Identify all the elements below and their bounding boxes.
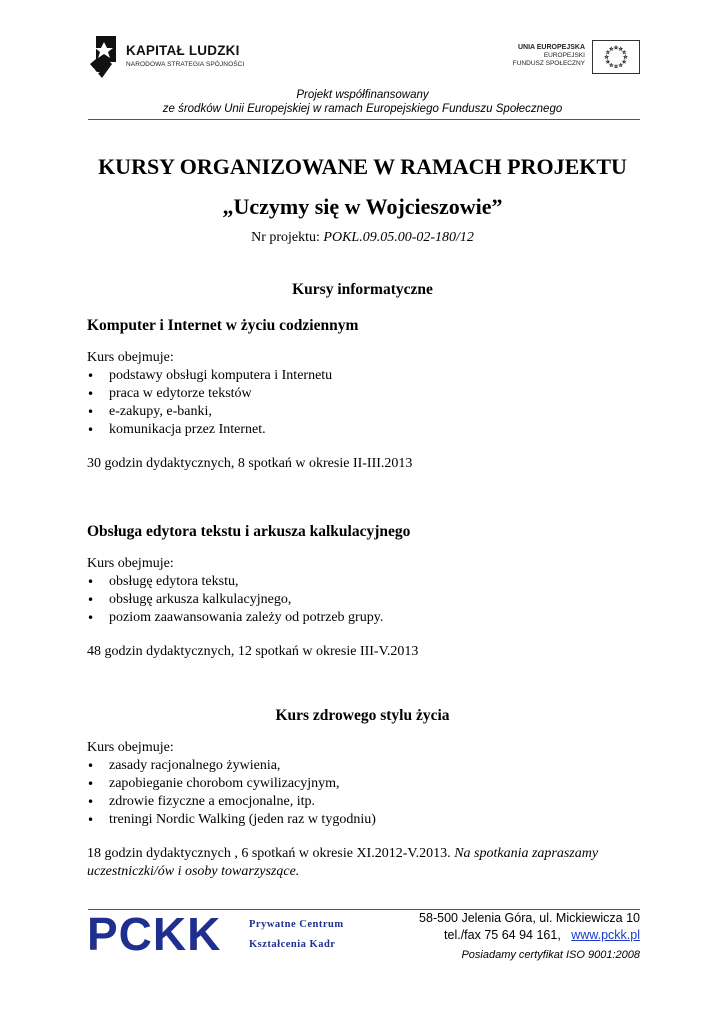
project-name: „Uczymy się w Wojcieszowie” xyxy=(222,194,503,219)
eu-logo xyxy=(505,40,640,78)
eu-flag-icon xyxy=(592,40,640,74)
list-item: • zdrowie fizyczne a emocjonalne, itp. xyxy=(87,793,376,811)
pckk-logo-line2: Kształcenia Kadr xyxy=(249,939,336,950)
list-item: • komunikacja przez Internet. xyxy=(87,421,332,439)
eu-line2: EUROPEJSKI xyxy=(543,52,585,59)
header-divider xyxy=(88,119,640,120)
list-item: • podstawy obsługi komputera i Internetu xyxy=(87,367,332,385)
course3-hours-paragraph xyxy=(87,845,642,881)
list-item: • treningi Nordic Walking (jeden raz w tygodniu) xyxy=(87,811,376,829)
project-number-value: POKL.09.05.00-02-180/12 xyxy=(323,230,474,245)
course2-intro: Kurs obejmuje: xyxy=(87,556,174,571)
kapital-ludzki-title: KAPITAŁ LUDZKI xyxy=(126,43,240,58)
kapital-ludzki-subtitle: NARODOWA STRATEGIA SPÓJNOŚCI xyxy=(126,61,245,68)
course2-title: Obsługa edytora tekstu i arkusza kalkulacyjnego xyxy=(87,523,411,540)
course3-hours: 18 godzin dydaktycznych , 6 spotkań w okresie XI.2012-V.2013. xyxy=(87,846,455,861)
course3-invitation: Na spotkania zapraszamy uczestniczki/ów i osoby towarzyszące. xyxy=(87,846,599,879)
list-item: • zasady racjonalnego żywienia, xyxy=(87,757,376,775)
website-link[interactable]: www.pckk.pl xyxy=(571,928,640,942)
footer-contact xyxy=(444,928,640,942)
course3-title: Kurs zdrowego stylu życia xyxy=(275,707,450,724)
list-item: • zapobieganie chorobom cywilizacyjnym, xyxy=(87,775,376,793)
list-item: • obsługę edytora tekstu, xyxy=(87,573,383,591)
iso-certificate-note: Posiadamy certyfikat ISO 9001:2008 xyxy=(461,949,640,961)
project-number xyxy=(0,230,725,246)
eu-line3: FUNDUSZ SPOŁECZNY xyxy=(512,60,585,67)
pckk-logo xyxy=(87,908,347,961)
course3-list xyxy=(87,757,376,829)
project-number-label: Nr projektu: xyxy=(251,230,324,245)
list-item: • poziom zaawansowania zależy od potrzeb grupy. xyxy=(87,609,383,627)
list-item: • obsługę arkusza kalkulacyjnego, xyxy=(87,591,383,609)
document-title: KURSY ORGANIZOWANE W RAMACH PROJEKTU xyxy=(98,154,627,179)
course1-hours: 30 godzin dydaktycznych, 8 spotkań w okresie II-III.2013 xyxy=(87,456,413,471)
kapital-ludzki-logo xyxy=(88,34,248,80)
kapital-ludzki-emblem-icon xyxy=(88,34,120,80)
course1-list xyxy=(87,367,332,439)
cofinancing-note-line1: Projekt współfinansowany xyxy=(296,89,429,101)
course2-hours: 48 godzin dydaktycznych, 12 spotkań w okresie III-V.2013 xyxy=(87,644,419,659)
pckk-logo-line1: Prywatne Centrum xyxy=(249,919,344,930)
cofinancing-note-line2: ze środków Unii Europejskiej w ramach Europejskiego Funduszu Społecznego xyxy=(162,103,563,115)
course3-intro: Kurs obejmuje: xyxy=(87,740,174,755)
course1-intro: Kurs obejmuje: xyxy=(87,350,174,365)
eu-line1: UNIA EUROPEJSKA xyxy=(517,44,585,51)
course1-title: Komputer i Internet w życiu codziennym xyxy=(87,317,359,334)
footer-phone: tel./fax 75 64 94 161, xyxy=(444,928,561,942)
footer-address: 58-500 Jelenia Góra, ul. Mickiewicza 10 xyxy=(419,911,640,925)
eu-logo-text xyxy=(513,44,585,68)
pckk-logo-letters: PCKK xyxy=(87,908,222,960)
course2-list xyxy=(87,573,383,627)
list-item: • praca w edytorze tekstów xyxy=(87,385,332,403)
list-item: • e-zakupy, e-banki, xyxy=(87,403,332,421)
section-heading-it: Kursy informatyczne xyxy=(292,281,433,298)
